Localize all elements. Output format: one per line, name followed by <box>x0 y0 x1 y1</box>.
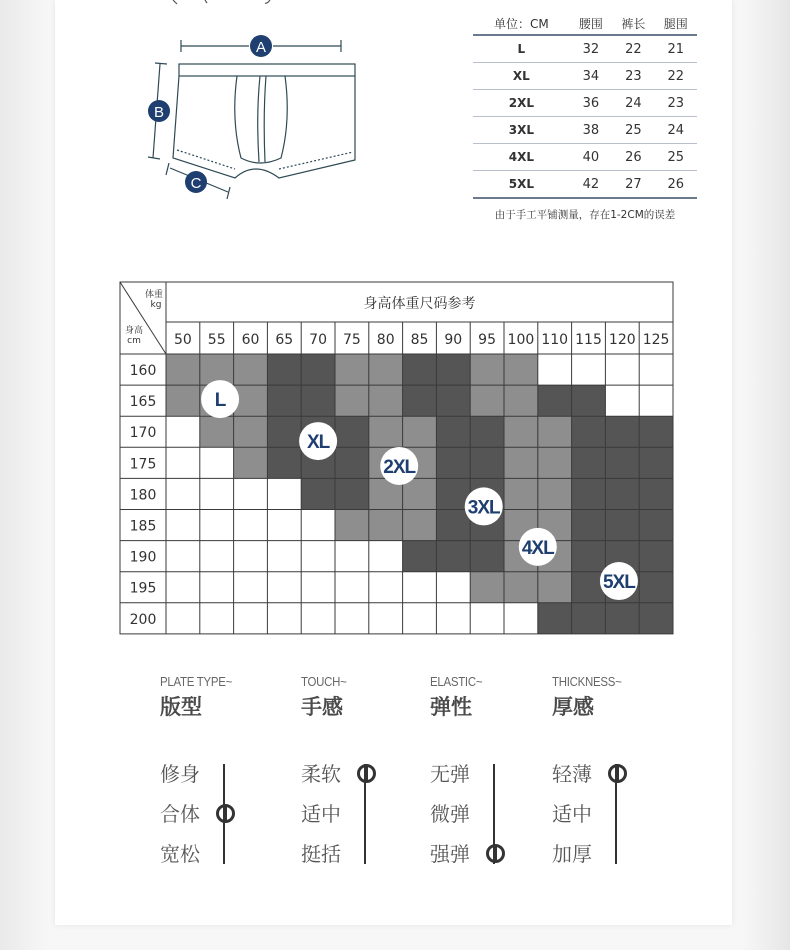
weight-tick-label: 90 <box>444 332 463 348</box>
grid-cell <box>267 447 301 478</box>
selected-marker-icon <box>216 804 235 823</box>
attribute-option: 合体 <box>160 802 200 826</box>
grid-cell <box>504 354 538 385</box>
size-cell-length: 25 <box>612 117 654 144</box>
grid-cell <box>538 416 572 447</box>
grid-cell <box>335 416 369 447</box>
dimension-label-a: A <box>255 39 267 56</box>
grid-cell <box>369 541 403 572</box>
grid-cell <box>301 510 335 541</box>
size-badge-label: L <box>214 390 226 412</box>
attribute-english-label: TOUCH~ <box>301 674 347 689</box>
grid-cell <box>538 354 572 385</box>
grid-cell <box>301 603 335 634</box>
weight-tick-label: 120 <box>608 332 636 348</box>
grid-cell <box>572 354 606 385</box>
grid-cell <box>572 478 606 509</box>
grid-cell <box>234 603 268 634</box>
height-tick-label: 165 <box>129 394 157 411</box>
grid-cell <box>335 572 369 603</box>
size-cell-waist: 34 <box>570 63 612 90</box>
attribute-heading <box>160 674 242 721</box>
grid-cell <box>403 478 437 509</box>
selected-marker-icon <box>357 764 376 783</box>
attribute-option: 修身 <box>160 762 200 786</box>
size-cell-size: 3XL <box>473 117 570 144</box>
grid-cell <box>335 478 369 509</box>
height-tick-label: 190 <box>129 549 157 566</box>
grid-cell <box>234 510 268 541</box>
weight-tick-label: 75 <box>342 332 361 348</box>
size-badge-label: 5XL <box>602 572 635 594</box>
grid-cell <box>504 603 538 634</box>
weight-tick-label: 80 <box>376 332 395 348</box>
grid-cell <box>572 385 606 416</box>
grid-cell <box>436 572 470 603</box>
size-badge-label: 3XL <box>467 497 500 519</box>
attribute-option: 适中 <box>552 802 592 826</box>
grid-cell <box>267 510 301 541</box>
grid-cell <box>234 572 268 603</box>
grid-cell <box>504 416 538 447</box>
size-cell-length: 23 <box>612 63 654 90</box>
grid-cell <box>470 385 504 416</box>
grid-cell <box>301 385 335 416</box>
grid-cell <box>335 385 369 416</box>
grid-cell <box>504 385 538 416</box>
grid-cell <box>436 354 470 385</box>
grid-cell <box>436 541 470 572</box>
grid-cell <box>200 541 234 572</box>
size-cell-waist: 38 <box>570 117 612 144</box>
corner-height-label: 身高 <box>124 326 144 336</box>
grid-cell <box>200 478 234 509</box>
grid-cell <box>403 541 437 572</box>
grid-cell <box>403 354 437 385</box>
size-cell-size: L <box>473 35 570 63</box>
attribute-option: 适中 <box>301 802 341 826</box>
weight-tick-label: 85 <box>410 332 429 348</box>
header-unit: 单位：CM <box>473 12 570 35</box>
grid-cell <box>166 385 200 416</box>
grid-cell <box>369 603 403 634</box>
grid-cell <box>605 603 639 634</box>
grid-cell <box>267 478 301 509</box>
grid-cell <box>470 541 504 572</box>
size-badge-label: XL <box>306 432 330 454</box>
weight-tick-label: 50 <box>173 332 192 348</box>
attribute-chinese-label: 版型 <box>160 695 202 719</box>
grid-cell <box>267 541 301 572</box>
size-cell-size: XL <box>473 63 570 90</box>
grid-cell <box>639 416 673 447</box>
corner-height-unit: cm <box>127 336 141 346</box>
grid-cell <box>301 478 335 509</box>
grid-cell <box>470 447 504 478</box>
dimension-label-b: B <box>153 104 165 121</box>
grid-cell <box>470 603 504 634</box>
height-tick-label: 160 <box>129 363 157 379</box>
grid-cell <box>335 354 369 385</box>
grid-cell <box>572 541 606 572</box>
grid-cell <box>166 416 200 447</box>
weight-tick-label: 115 <box>575 332 602 348</box>
grid-cell <box>639 572 673 603</box>
header-waist: 腰围 <box>570 12 612 35</box>
grid-cell <box>403 572 437 603</box>
grid-cell <box>436 447 470 478</box>
attribute-heading <box>430 674 489 721</box>
height-tick-label: 200 <box>129 611 157 628</box>
grid-cell <box>369 354 403 385</box>
grid-cell <box>504 572 538 603</box>
grid-cell <box>639 354 673 385</box>
grid-cell <box>403 510 437 541</box>
grid-cell <box>335 447 369 478</box>
grid-cell <box>639 603 673 634</box>
attribute-english-label: PLATE TYPE~ <box>160 674 233 689</box>
weight-tick-label: 100 <box>507 332 535 348</box>
height-tick-label: 180 <box>129 487 157 504</box>
weight-tick-label: 55 <box>207 332 226 348</box>
grid-cell <box>234 447 268 478</box>
attribute-english-label: ELASTIC~ <box>430 674 483 689</box>
grid-cell <box>470 572 504 603</box>
size-cell-leg: 25 <box>655 144 697 171</box>
grid-cell <box>403 603 437 634</box>
grid-cell <box>403 385 437 416</box>
size-cell-size: 4XL <box>473 144 570 171</box>
grid-cell <box>234 541 268 572</box>
grid-cell <box>538 385 572 416</box>
grid-cell <box>267 416 301 447</box>
size-cell-waist: 36 <box>570 90 612 117</box>
grid-cell <box>200 572 234 603</box>
grid-cell <box>335 510 369 541</box>
grid-cell <box>267 603 301 634</box>
attribute-option: 宽松 <box>160 842 200 866</box>
grid-cell <box>538 478 572 509</box>
grid-cell <box>301 354 335 385</box>
grid-cell <box>369 385 403 416</box>
grid-cell <box>166 478 200 509</box>
grid-cell <box>436 385 470 416</box>
weight-tick-label: 60 <box>241 332 260 348</box>
grid-cell <box>403 416 437 447</box>
attribute-heading <box>552 674 631 721</box>
grid-cell <box>436 510 470 541</box>
weight-tick-label: 125 <box>642 332 670 348</box>
grid-cell <box>436 603 470 634</box>
size-cell-size: 5XL <box>473 171 570 199</box>
height-tick-label: 175 <box>129 456 157 473</box>
grid-cell <box>572 416 606 447</box>
grid-cell <box>605 354 639 385</box>
grid-cell <box>335 541 369 572</box>
weight-tick-label: 65 <box>275 332 294 348</box>
grid-cell <box>267 572 301 603</box>
grid-cell <box>166 541 200 572</box>
size-badge-label: 2XL <box>383 456 416 478</box>
grid-cell <box>436 416 470 447</box>
selected-marker-icon <box>486 844 505 863</box>
grid-cell <box>267 354 301 385</box>
grid-cell <box>605 478 639 509</box>
size-cell-leg: 24 <box>655 117 697 144</box>
weight-tick-label: 70 <box>309 332 328 348</box>
grid-cell <box>301 541 335 572</box>
attribute-option: 无弹 <box>430 762 470 786</box>
attribute-option: 加厚 <box>552 842 592 866</box>
grid-cell <box>200 603 234 634</box>
height-weight-chart <box>55 0 732 650</box>
header-length: 裤长 <box>612 12 654 35</box>
grid-cell <box>470 354 504 385</box>
grid-cell <box>639 510 673 541</box>
size-cell-leg: 23 <box>655 90 697 117</box>
header-leg: 腿围 <box>655 12 697 35</box>
corner-weight-label: 体重 <box>144 290 164 300</box>
attribute-option: 挺括 <box>301 842 341 866</box>
selected-marker-icon <box>608 764 627 783</box>
size-cell-size: 2XL <box>473 90 570 117</box>
attribute-option: 轻薄 <box>552 762 592 786</box>
corner-weight-unit: kg <box>150 300 162 310</box>
grid-cell <box>639 541 673 572</box>
grid-cell <box>538 572 572 603</box>
attribute-option: 柔软 <box>301 762 341 786</box>
grid-cell <box>335 603 369 634</box>
grid-cell <box>369 572 403 603</box>
size-cell-waist: 32 <box>570 35 612 63</box>
height-tick-label: 185 <box>129 518 157 535</box>
size-cell-length: 24 <box>612 90 654 117</box>
grid-cell <box>200 416 234 447</box>
attribute-chinese-label: 厚感 <box>552 695 594 719</box>
grid-cell <box>639 447 673 478</box>
grid-cell <box>572 510 606 541</box>
grid-cell <box>166 572 200 603</box>
weight-tick-label: 95 <box>478 332 497 348</box>
attribute-option: 微弹 <box>430 802 470 826</box>
measurement-note: 由于手工平铺测量，存在1-2CM的误差 <box>494 209 676 221</box>
size-cell-leg: 21 <box>655 35 697 63</box>
grid-cell <box>166 447 200 478</box>
weight-tick-label: 110 <box>541 332 569 348</box>
size-cell-length: 27 <box>612 171 654 199</box>
grid-cell <box>234 478 268 509</box>
attribute-chinese-label: 弹性 <box>430 695 472 719</box>
grid-cell <box>639 385 673 416</box>
size-cell-length: 26 <box>612 144 654 171</box>
grid-cell <box>200 447 234 478</box>
grid-cell <box>369 510 403 541</box>
grid-cell <box>234 416 268 447</box>
size-cell-waist: 42 <box>570 171 612 199</box>
attribute-option: 强弹 <box>430 842 470 866</box>
grid-cell <box>605 416 639 447</box>
grid-cell <box>166 603 200 634</box>
product-detail-card <box>55 0 732 925</box>
height-tick-label: 170 <box>129 425 157 442</box>
grid-cell <box>572 603 606 634</box>
grid-cell <box>166 354 200 385</box>
size-cell-leg: 22 <box>655 63 697 90</box>
grid-cell <box>538 447 572 478</box>
grid-cell <box>572 572 606 603</box>
grid-cell <box>605 385 639 416</box>
size-cell-waist: 40 <box>570 144 612 171</box>
grid-cell <box>200 510 234 541</box>
grid-cell <box>504 447 538 478</box>
attribute-chinese-label: 手感 <box>301 695 343 719</box>
grid-cell <box>572 447 606 478</box>
grid-cell <box>301 572 335 603</box>
grid-cell <box>166 510 200 541</box>
grid-cell <box>504 478 538 509</box>
grid-cell <box>538 603 572 634</box>
grid-cell <box>369 416 403 447</box>
attribute-heading <box>301 674 353 721</box>
dimension-label-c: C <box>190 175 202 192</box>
size-cell-length: 22 <box>612 35 654 63</box>
chart-title: 身高体重尺码参考 <box>363 296 476 312</box>
attribute-english-label: THICKNESS~ <box>552 674 622 689</box>
grid-cell <box>605 447 639 478</box>
size-badge-label: 4XL <box>521 537 554 559</box>
grid-cell <box>639 478 673 509</box>
grid-cell <box>234 354 268 385</box>
grid-cell <box>605 510 639 541</box>
grid-cell <box>470 416 504 447</box>
size-cell-leg: 26 <box>655 171 697 199</box>
height-tick-label: 195 <box>129 580 157 597</box>
grid-cell <box>267 385 301 416</box>
